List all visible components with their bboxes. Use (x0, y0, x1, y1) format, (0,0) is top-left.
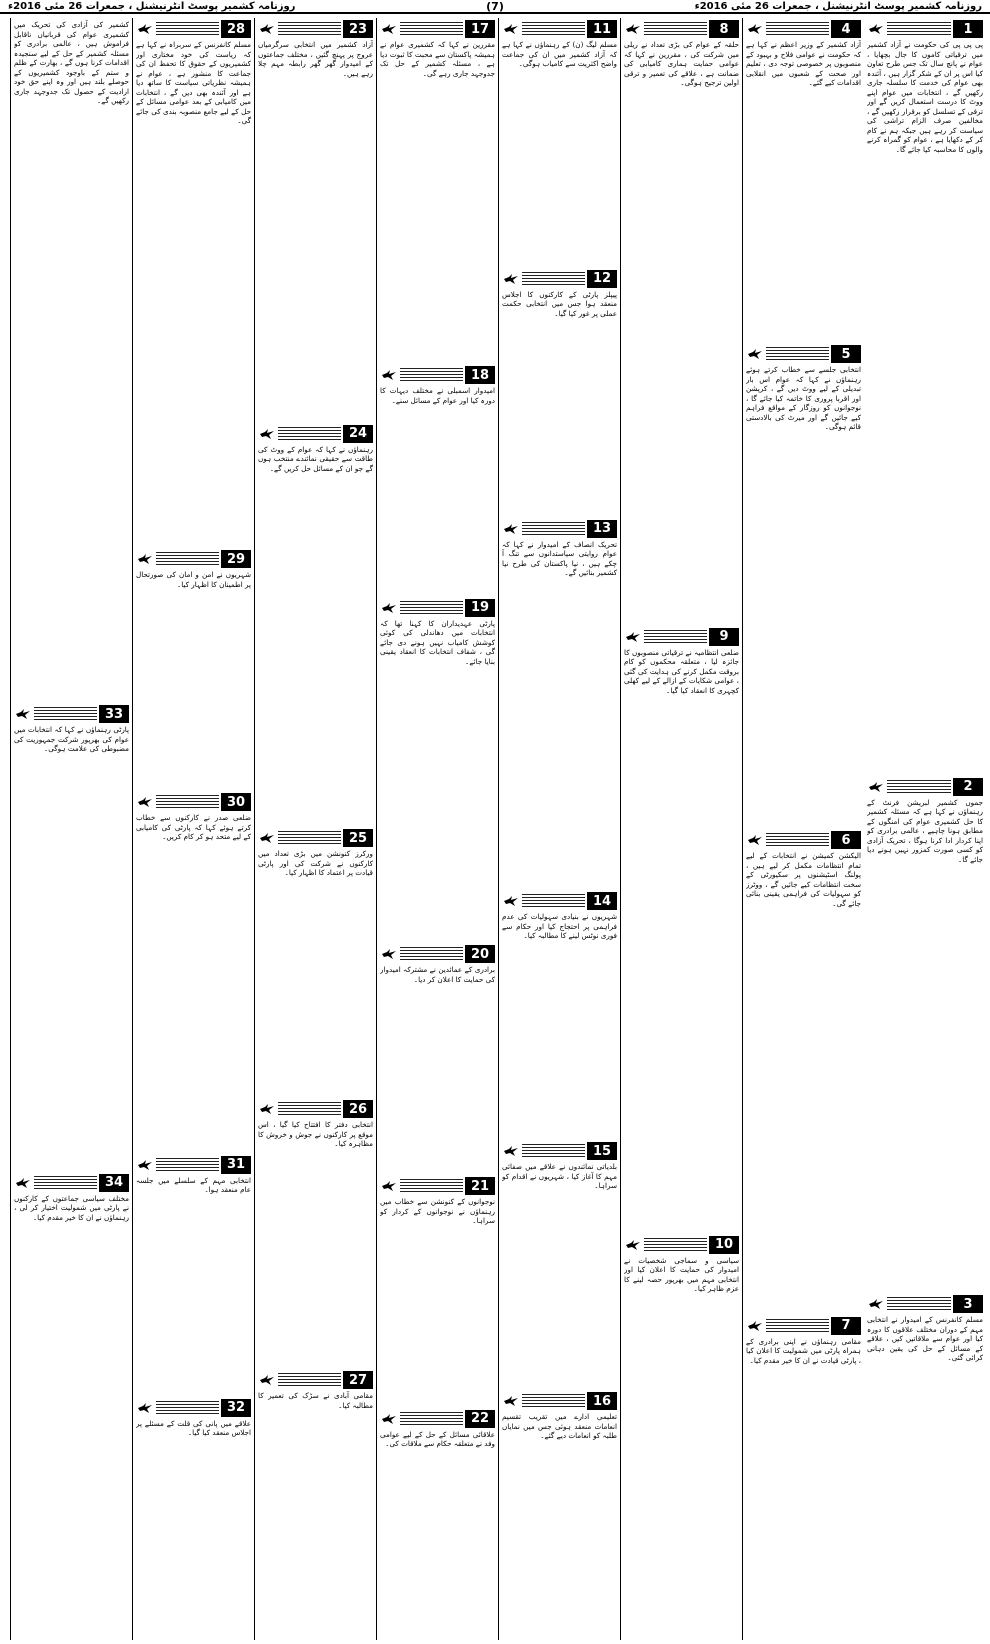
news-item-text: جموں کشمیر لبریشن فرنٹ کے رہنماؤں نے کہا ہے کہ مسئلہ کشمیر کا حل کشمیری عوام کی امنگوں کے مطابق ہونا چاہیے ، عالمی برادری کو اپنا کردار ادا کرنا ہوگا ، تحریک آزادی کو کسی صورت کمزور نہیں ہونے دیا جائے گا۔ (867, 797, 983, 864)
banner-stripes (400, 947, 463, 961)
news-item-text: انتخابی جلسے سے خطاب کرتے ہوئے رہنماؤں نے کہا کہ عوام اس بار تبدیلی کے لیے ووٹ دیں گے ، کرپشن اور اقربا پروری کا خاتمہ کیا جائے گا ، نوجوانوں کو روزگار کے مواقع فراہم کیے جائیں گے اور میرٹ کی بالادستی قائم ہوگی۔ (746, 365, 861, 432)
news-item-banner (258, 425, 373, 443)
banner-stripes (400, 1179, 463, 1193)
bird-icon (746, 1319, 764, 1333)
news-item-text: پارٹی رہنماؤں نے کہا کہ انتخابات میں عوام کی بھرپور شرکت جمہوریت کی مضبوطی کی علامت ہوگی۔ (14, 725, 129, 754)
banner-stripes (278, 427, 341, 441)
news-item-banner (380, 599, 495, 617)
news-item-number: 5 (831, 345, 861, 363)
news-item-number: 18 (465, 366, 495, 384)
news-item (499, 1390, 620, 1640)
bird-icon (258, 1102, 276, 1116)
news-item-banner (746, 831, 861, 849)
banner-stripes (522, 522, 585, 536)
news-item-banner (624, 20, 739, 38)
news-item (255, 423, 376, 828)
news-item-banner (258, 1100, 373, 1118)
news-column (10, 18, 132, 1640)
news-item-number: 26 (343, 1100, 373, 1118)
news-item (255, 1369, 376, 1640)
news-item-banner (136, 1156, 251, 1174)
news-item (133, 18, 254, 548)
news-item-banner (258, 20, 373, 38)
news-item-number: 11 (587, 20, 617, 38)
news-item-number: 29 (221, 550, 251, 568)
bird-icon (502, 1394, 520, 1408)
banner-stripes (644, 1238, 707, 1252)
news-item-banner (624, 628, 739, 646)
news-column (376, 18, 498, 1640)
news-item-number: 27 (343, 1371, 373, 1389)
news-item-banner (258, 1371, 373, 1389)
banner-stripes (400, 1412, 463, 1426)
news-item-text: کشمیر کی آزادی کی تحریک میں کشمیری عوام کی قربانیاں ناقابل فراموش ہیں ، عالمی برادری کو مسئلہ کشمیر کے حل کے لیے سنجیدہ اقدامات کرنا ہوں گے ، بھارت کے ظلم و ستم کے باوجود کشمیریوں کے حوصلے بلند ہیں اور وہ اپنے حق خود ارادیت کے حصول تک جدوجہد جاری رکھیں گے۔ (14, 20, 129, 105)
news-item-banner (380, 945, 495, 963)
bird-icon (867, 780, 885, 794)
bird-icon (746, 22, 764, 36)
news-item (621, 18, 742, 626)
banner-stripes (34, 707, 97, 721)
news-item (499, 18, 620, 268)
news-item-text: ضلعی انتظامیہ نے ترقیاتی منصوبوں کا جائزہ لیا ، متعلقہ محکموں کو کام بروقت مکمل کرنے کی ہدایت کی گئی ، عوامی شکایات کے ازالے کے لیے کھلی کچہری کا انعقاد کیا گیا۔ (624, 647, 739, 695)
news-item-text: شہریوں نے امن و امان کی صورتحال پر اطمینان کا اظہار کیا۔ (136, 570, 251, 589)
news-item-number: 17 (465, 20, 495, 38)
news-item-number: 24 (343, 425, 373, 443)
news-item (377, 364, 498, 596)
news-item-number: 1 (953, 20, 983, 38)
news-item (743, 1315, 864, 1640)
news-item-banner (380, 20, 495, 38)
news-item-number: 31 (221, 1156, 251, 1174)
news-item (377, 597, 498, 943)
news-item-text: بلدیاتی نمائندوں نے علاقے میں صفائی مہم کا آغاز کیا ، شہریوں نے اقدام کو سراہا۔ (502, 1162, 617, 1191)
news-item-text: رہنماؤں نے کہا کہ عوام کے ووٹ کی طاقت سے حقیقی نمائندے منتخب ہوں گے جو ان کے مسائل حل کریں گے۔ (258, 444, 373, 473)
banner-stripes (766, 1319, 829, 1333)
news-item-number: 19 (465, 599, 495, 617)
news-item-number: 23 (343, 20, 373, 38)
banner-stripes (400, 601, 463, 615)
news-item (133, 548, 254, 791)
news-item-banner (502, 270, 617, 288)
news-item-number: 3 (953, 1295, 983, 1313)
news-item-number: 30 (221, 793, 251, 811)
news-item-number: 4 (831, 20, 861, 38)
bird-icon (258, 22, 276, 36)
bird-icon (502, 894, 520, 908)
news-item-number: 34 (99, 1174, 129, 1192)
bird-icon (502, 1144, 520, 1158)
news-item (743, 343, 864, 829)
banner-stripes (522, 1394, 585, 1408)
news-item (377, 18, 498, 364)
news-item-banner (746, 1317, 861, 1335)
news-item (743, 18, 864, 343)
news-item-text: علاقے میں پانی کی قلت کے مسئلے پر اجلاس منعقد کیا گیا۔ (136, 1418, 251, 1438)
news-item-banner (502, 892, 617, 910)
news-column (864, 18, 986, 1640)
news-item-text: مقررین نے کہا کہ کشمیری عوام نے ہمیشہ پاکستان سے محبت کا ثبوت دیا ہے ، مسئلہ کشمیر کے حل تک جدوجہد جاری رہے گی۔ (380, 40, 495, 78)
news-item-banner (380, 366, 495, 384)
news-item-number: 21 (465, 1177, 495, 1195)
news-item-banner (502, 1392, 617, 1410)
banner-stripes (156, 795, 219, 809)
news-item-text: مسلم کانفرنس کے سربراہ نے کہا ہے کہ ریاست کی خود مختاری اور کشمیریوں کے حقوق کا تحفظ ان کی جماعت کا منشور ہے ، عوام نے ہمیشہ نظریاتی سیاست کا ساتھ دیا ہے اور آئندہ بھی دیں گے ، انتخابات میں کامیابی کے بعد عوامی مسائل کے حل کے لیے جامع منصوبہ بندی کی جائے گی۔ (136, 40, 251, 125)
news-item-number: 33 (99, 705, 129, 723)
news-item-number: 15 (587, 1142, 617, 1160)
bird-icon (380, 1179, 398, 1193)
news-item (864, 18, 986, 776)
banner-stripes (766, 347, 829, 361)
bird-icon (380, 601, 398, 615)
news-item-banner (258, 829, 373, 847)
news-item-text: مسلم لیگ (ن) کے رہنماؤں نے کہا ہے کہ آزاد کشمیر میں ان کی جماعت واضح اکثریت سے کامیاب ہوگی۔ (502, 40, 617, 68)
news-item-number: 16 (587, 1392, 617, 1410)
masthead-left: روزنامہ کشمیر پوسٹ انٹرنیشنل ، جمعرات 26 مئی 2016ء (8, 0, 296, 12)
news-item-banner (14, 705, 129, 723)
news-item (864, 776, 986, 1294)
news-item (377, 1175, 498, 1407)
bird-icon (136, 795, 154, 809)
news-item-banner (14, 1174, 129, 1192)
news-item-number: 7 (831, 1317, 861, 1335)
news-item (499, 268, 620, 518)
news-item-text: برادری کے عمائدین نے مشترکہ امیدوار کی حمایت کا اعلان کر دیا۔ (380, 965, 495, 984)
bird-icon (624, 1238, 642, 1252)
news-item-banner (136, 20, 251, 38)
news-item-text: پیپلز پارٹی کے کارکنوں کا اجلاس منعقد ہوا جس میں انتخابی حکمت عملی پر غور کیا گیا۔ (502, 289, 617, 318)
bird-icon (867, 22, 885, 36)
news-item-number: 14 (587, 892, 617, 910)
news-item-text: امیدوار اسمبلی نے مختلف دیہات کا دورہ کیا اور عوام کے مسائل سنے۔ (380, 386, 495, 405)
news-item-banner (867, 778, 983, 796)
news-item-text: انتخابی مہم کے سلسلے میں جلسہ عام منعقد ہوا۔ (136, 1175, 251, 1195)
news-item-number: 20 (465, 945, 495, 963)
news-item (499, 518, 620, 891)
bird-icon (14, 1176, 32, 1190)
news-item-banner (746, 20, 861, 38)
page-number: (7) (486, 0, 504, 13)
news-column (742, 18, 864, 1640)
banner-stripes (887, 22, 951, 36)
news-item-text: آزاد کشمیر میں انتخابی سرگرمیاں عروج پر پہنچ گئیں ، مختلف جماعتوں کے امیدوار گھر گھر رابطہ مہم چلا رہے ہیں۔ (258, 40, 373, 78)
news-item-banner (502, 20, 617, 38)
bird-icon (746, 833, 764, 847)
news-item-number: 32 (221, 1399, 251, 1417)
banner-stripes (400, 22, 463, 36)
news-item-text: سیاسی و سماجی شخصیات نے امیدوار کی حمایت کا اعلان کیا اور انتخابی مہم میں بھرپور حصہ لینے کا عزم ظاہر کیا۔ (624, 1255, 739, 1293)
banner-stripes (522, 272, 585, 286)
news-column (498, 18, 620, 1640)
bird-icon (380, 1412, 398, 1426)
news-item (621, 1234, 742, 1641)
news-item-banner (502, 1142, 617, 1160)
news-item (11, 1172, 132, 1640)
bird-icon (136, 1158, 154, 1172)
news-item (255, 18, 376, 423)
news-item (864, 1293, 986, 1640)
news-item (377, 943, 498, 1175)
banner-stripes (522, 1144, 585, 1158)
news-item-banner (502, 520, 617, 538)
news-item (499, 890, 620, 1140)
banner-stripes (644, 22, 707, 36)
news-item-text: نوجوانوں کے کنونشن سے خطاب میں رہنماؤں نے نوجوانوں کے کردار کو سراہا۔ (380, 1197, 495, 1226)
banner-stripes (766, 833, 829, 847)
banner-stripes (522, 22, 585, 36)
news-item-text: پارٹی عہدیداران کا کہنا تھا کہ انتخابات میں دھاندلی کی کوئی کوشش کامیاب نہیں ہونے دی جائے گی ، شفاف انتخابات کا انعقاد یقینی بنایا جائے۔ (380, 618, 495, 666)
news-item-banner (380, 1177, 495, 1195)
news-item-text: حلقہ کے عوام کی بڑی تعداد نے ریلی میں شرکت کی ، مقررین نے کہا کہ عوامی حمایت ہماری کامیابی کی ضمانت ہے ، علاقے کی تعمیر و ترقی اولین ترجیح ہوگی۔ (624, 40, 739, 87)
news-item-text: الیکشن کمیشن نے انتخابات کے لیے تمام انتظامات مکمل کر لیے ہیں ، پولنگ اسٹیشنوں پر سکیورٹی کے سخت انتظامات کیے جائیں گے ، ووٹرز کو سہولیات کی فراہمی یقینی بنائی جائے گی۔ (746, 851, 861, 908)
news-item-text: آزاد کشمیر کے وزیر اعظم نے کہا ہے کہ حکومت نے عوامی فلاح و بہبود کے منصوبوں پر خصوصی توجہ دی ، تعلیم اور صحت کے شعبوں میں انقلابی اقدامات کیے گئے۔ (746, 40, 861, 87)
news-item-number: 28 (221, 20, 251, 38)
news-item-banner (746, 345, 861, 363)
bird-icon (258, 427, 276, 441)
news-item-banner (136, 793, 251, 811)
news-column (132, 18, 254, 1640)
news-item (11, 18, 132, 703)
news-item-banner (867, 1295, 983, 1313)
news-item (621, 626, 742, 1234)
bird-icon (624, 22, 642, 36)
bird-icon (624, 630, 642, 644)
banner-stripes (887, 780, 951, 794)
banner-stripes (278, 831, 341, 845)
news-item-banner (136, 1399, 251, 1417)
bird-icon (136, 1401, 154, 1415)
news-column (254, 18, 376, 1640)
news-item (133, 791, 254, 1154)
banner-stripes (887, 1297, 951, 1311)
bird-icon (502, 522, 520, 536)
columns-container (4, 18, 986, 1640)
bird-icon (380, 22, 398, 36)
bird-icon (136, 22, 154, 36)
news-item-number: 22 (465, 1410, 495, 1428)
banner-stripes (278, 1102, 341, 1116)
news-item-text: مقامی آبادی نے سڑک کی تعمیر کا مطالبہ کیا۔ (258, 1391, 373, 1410)
bird-icon (502, 272, 520, 286)
banner-stripes (522, 894, 585, 908)
news-item-number: 6 (831, 831, 861, 849)
news-item-text: شہریوں نے بنیادی سہولیات کی عدم فراہمی پر احتجاج کیا اور حکام سے فوری نوٹس لینے کا مطالبہ کیا۔ (502, 912, 617, 941)
news-item-text: تعلیمی ادارے میں تقریب تقسیم انعامات منعقد ہوئی جس میں نمایاں طلبہ کو انعامات دیے گئے۔ (502, 1412, 617, 1441)
news-item-text: مقامی رہنماؤں نے اپنی برادری کے ہمراہ پارٹی میں شمولیت کا اعلان کیا ، پارٹی قیادت نے ان کا خیر مقدم کیا۔ (746, 1336, 861, 1365)
news-item-number: 13 (587, 520, 617, 538)
banner-stripes (278, 1373, 341, 1387)
banner-stripes (34, 1176, 97, 1190)
news-item-text: ضلعی صدر نے کارکنوں سے خطاب کرتے ہوئے کہا کہ پارٹی کی کامیابی کے لیے متحد ہو کر کام کریں۔ (136, 813, 251, 842)
news-item (499, 1140, 620, 1390)
news-item-text: مسلم کانفرنس کے امیدوار نے انتخابی مہم کے دوران مختلف علاقوں کا دورہ کیا اور عوام سے ملاقاتیں کیں ، علاقے کے مسائل کے حل کی یقین دہانی کرائی گئی۔ (867, 1315, 983, 1363)
bird-icon (380, 368, 398, 382)
news-item-number: 2 (953, 778, 983, 796)
news-column (620, 18, 742, 1640)
news-item-text: پی پی پی کی حکومت نے آزاد کشمیر میں ترقیاتی کاموں کا جال بچھایا ، عوام نے پانچ سال تک جس طرح تعاون کیا اس پر ان کے شکر گزار ہیں ، آئندہ بھی عوام کی خدمت کا سلسلہ جاری رکھیں گے ، انتخابات میں عوام اپنے ووٹ کا درست استعمال کریں گے اور ترقی کے تسلسل کو برقرار رکھیں گے ، مخالفین صرف الزام تراشی کی سیاست کر رہے ہیں جبکہ ہم نے کام کر کے دکھایا ہے ، عوام کو گمراہ کرنے والوں کا محاسبہ کیا جائے گا۔ (867, 40, 983, 154)
masthead (0, 0, 990, 14)
bird-icon (380, 947, 398, 961)
bird-icon (502, 22, 520, 36)
news-item-text: علاقائی مسائل کے حل کے لیے عوامی وفد نے متعلقہ حکام سے ملاقات کی۔ (380, 1429, 495, 1449)
news-item (255, 827, 376, 1098)
banner-stripes (278, 22, 341, 36)
news-item-banner (136, 550, 251, 568)
banner-stripes (400, 368, 463, 382)
banner-stripes (156, 1158, 219, 1172)
news-item (255, 1098, 376, 1369)
news-item-text: ورکرز کنونشن میں بڑی تعداد میں کارکنوں نے شرکت کی اور پارٹی قیادت پر اعتماد کا اظہار کیا۔ (258, 849, 373, 877)
banner-stripes (766, 22, 829, 36)
banner-stripes (644, 630, 707, 644)
banner-stripes (156, 552, 219, 566)
bird-icon (136, 552, 154, 566)
news-item-number: 25 (343, 829, 373, 847)
news-item-number: 10 (709, 1236, 739, 1254)
news-item (11, 703, 132, 1171)
masthead-right: روزنامہ کشمیر پوسٹ انٹرنیشنل ، جمعرات 26 مئی 2016ء (694, 0, 982, 12)
news-item (133, 1154, 254, 1397)
news-item-banner (867, 20, 983, 38)
news-item-text: مختلف سیاسی جماعتوں کے کارکنوں نے پارٹی میں شمولیت اختیار کر لی ، رہنماؤں نے ان کا خیر مقدم کیا۔ (14, 1193, 129, 1222)
bird-icon (258, 831, 276, 845)
news-item-number: 8 (709, 20, 739, 38)
bird-icon (258, 1373, 276, 1387)
bird-icon (867, 1297, 885, 1311)
bird-icon (14, 707, 32, 721)
news-item (377, 1408, 498, 1640)
news-item-banner (380, 1410, 495, 1428)
news-item-number: 12 (587, 270, 617, 288)
banner-stripes (156, 22, 219, 36)
news-item (743, 829, 864, 1315)
news-item-text: تحریک انصاف کے امیدوار نے کہا کہ عوام روایتی سیاستدانوں سے تنگ آ چکے ہیں ، نیا پاکستان کی طرح نیا کشمیر بنائیں گے۔ (502, 539, 617, 578)
news-item-banner (624, 1236, 739, 1254)
bird-icon (746, 347, 764, 361)
banner-stripes (156, 1401, 219, 1415)
news-item-number: 9 (709, 628, 739, 646)
news-item (133, 1397, 254, 1640)
news-item-text: انتخابی دفتر کا افتتاح کیا گیا ، اس موقع پر کارکنوں نے جوش و خروش کا مظاہرہ کیا۔ (258, 1120, 373, 1148)
